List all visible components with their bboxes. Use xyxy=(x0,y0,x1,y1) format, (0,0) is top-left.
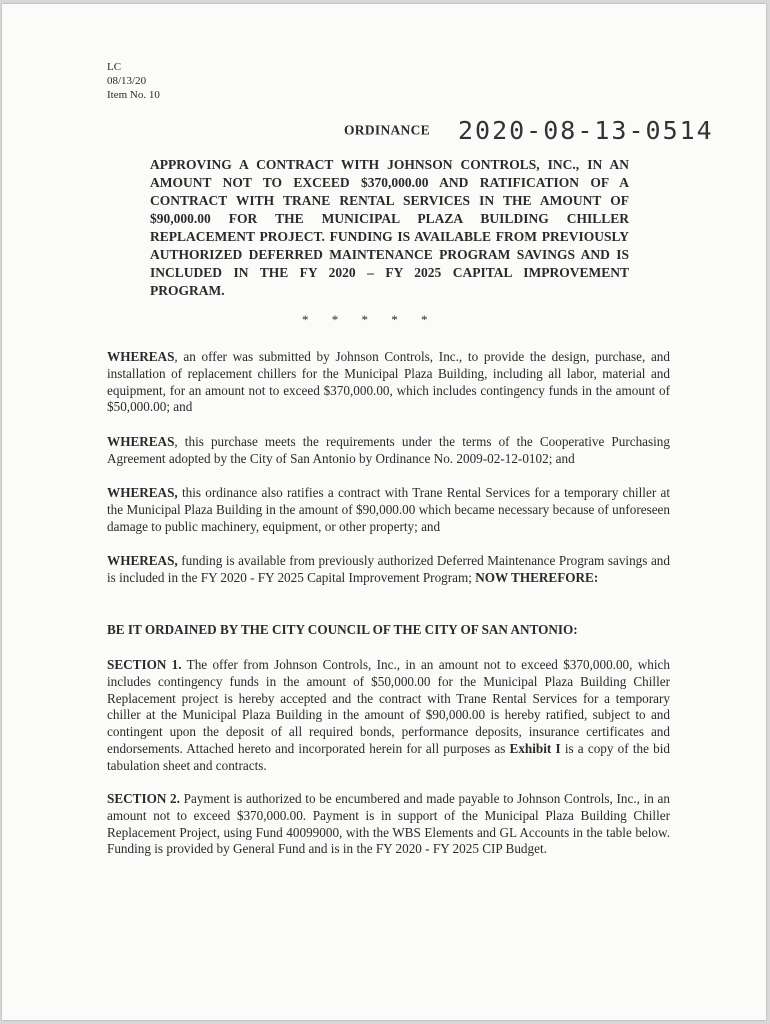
ordinance-line xyxy=(344,116,714,145)
whereas-clause-4 xyxy=(107,553,670,587)
exhibit-reference: Exhibit I xyxy=(505,740,561,756)
section-text: The offer from Johnson Controls, Inc., in an amount not to exceed $370,000.00, which includes contingency funds in the amount of $50,000.00 for the Municipal Plaza Building Chiller Replacement project is hereby accepted and the contract with Trane Rental Services for a temporary chiller at the Municipal Plaza Building in the amount of $90,000.00 is hereby ratified, subject to and contingent upon the deposit of all required bonds, performance deposits, insurance certificates and endorsements. Attached hereto and incorporated herein for all purposes as xyxy=(107,657,670,756)
section-lead: SECTION 1. xyxy=(107,657,182,672)
whereas-text: funding is available from previously authorized Deferred Maintenance Program savings and is included in the FY 2020 - FY 2025 Capital Improvement Program; xyxy=(107,553,670,585)
section-1 xyxy=(107,657,670,775)
separator-stars: * * * * * xyxy=(302,312,428,327)
whereas-lead: WHEREAS xyxy=(107,434,175,449)
whereas-text: , this purchase meets the requirements under the terms of the Cooperative Purchasing Agreement adopted by the City of San Antonio by Ordinance No. 2009-02-12-0102; and xyxy=(107,434,670,466)
ordinance-label: ORDINANCE xyxy=(344,122,430,138)
section-text-continued: is a copy of the bid tabulation sheet and contracts. xyxy=(107,740,670,773)
header-item-number: Item No. 10 xyxy=(107,89,160,101)
ordained-heading: BE IT ORDAINED BY THE CITY COUNCIL OF THE CITY OF SAN ANTONIO: xyxy=(107,622,578,637)
section-text: Payment is authorized to be encumbered and made payable to Johnson Controls, Inc., in an amount not to exceed $370,000.00. Payment is in support of the Municipal Plaza Building Chiller Replacement Project, using Fund 40099000, with the WBS Elements and GL Accounts in the table below. Funding is provided by General Fund and is in the FY 2020 - FY 2025 CIP Budget. xyxy=(107,791,670,857)
whereas-clause-3 xyxy=(107,485,670,535)
document-page xyxy=(2,4,766,1020)
whereas-clause-1 xyxy=(107,349,670,416)
now-therefore: NOW THEREFORE: xyxy=(471,569,599,585)
header-date: 08/13/20 xyxy=(107,75,147,87)
whereas-text: , an offer was submitted by Johnson Controls, Inc., to provide the design, purchase, and installation of replacement chillers for the Municipal Plaza Building, including all labor, material and equipment, for an amount not to exceed $370,000.00, which includes contingency funds in the amount of $50,000.00; and xyxy=(107,349,670,415)
whereas-lead: WHEREAS, xyxy=(107,553,178,568)
whereas-lead: WHEREAS xyxy=(107,349,175,364)
ordinance-number-stamp: 2020-08-13-0514 xyxy=(457,116,714,145)
whereas-text: this ordinance also ratifies a contract with Trane Rental Services for a temporary chiller at the Municipal Plaza Building in the amount of $90,000.00 which became necessary because of unforeseen damage to public machinery, equipment, or other property; and xyxy=(107,485,670,534)
ordinance-caption: APPROVING A CONTRACT WITH JOHNSON CONTROLS, INC., IN AN AMOUNT NOT TO EXCEED $370,000.00 AND RATIFICATION OF A CONTRACT WITH TRANE RENTAL SERVICES IN THE AMOUNT OF $90,000.00 FOR THE MUNICIPAL PLAZA BUILDING CHILLER REPLACEMENT PROJECT. FUNDING IS AVAILABLE FROM PREVIOUSLY AUTHORIZED DEFERRED MAINTENANCE PROGRAM SAVINGS AND IS INCLUDED IN THE FY 2020 – FY 2025 CAPITAL IMPROVEMENT PROGRAM. xyxy=(150,157,629,298)
section-2 xyxy=(107,791,670,858)
header-initials: LC xyxy=(107,61,122,73)
whereas-lead: WHEREAS, xyxy=(107,485,178,500)
whereas-clause-2 xyxy=(107,434,670,468)
section-lead: SECTION 2. xyxy=(107,791,180,806)
header-meta xyxy=(107,60,160,102)
